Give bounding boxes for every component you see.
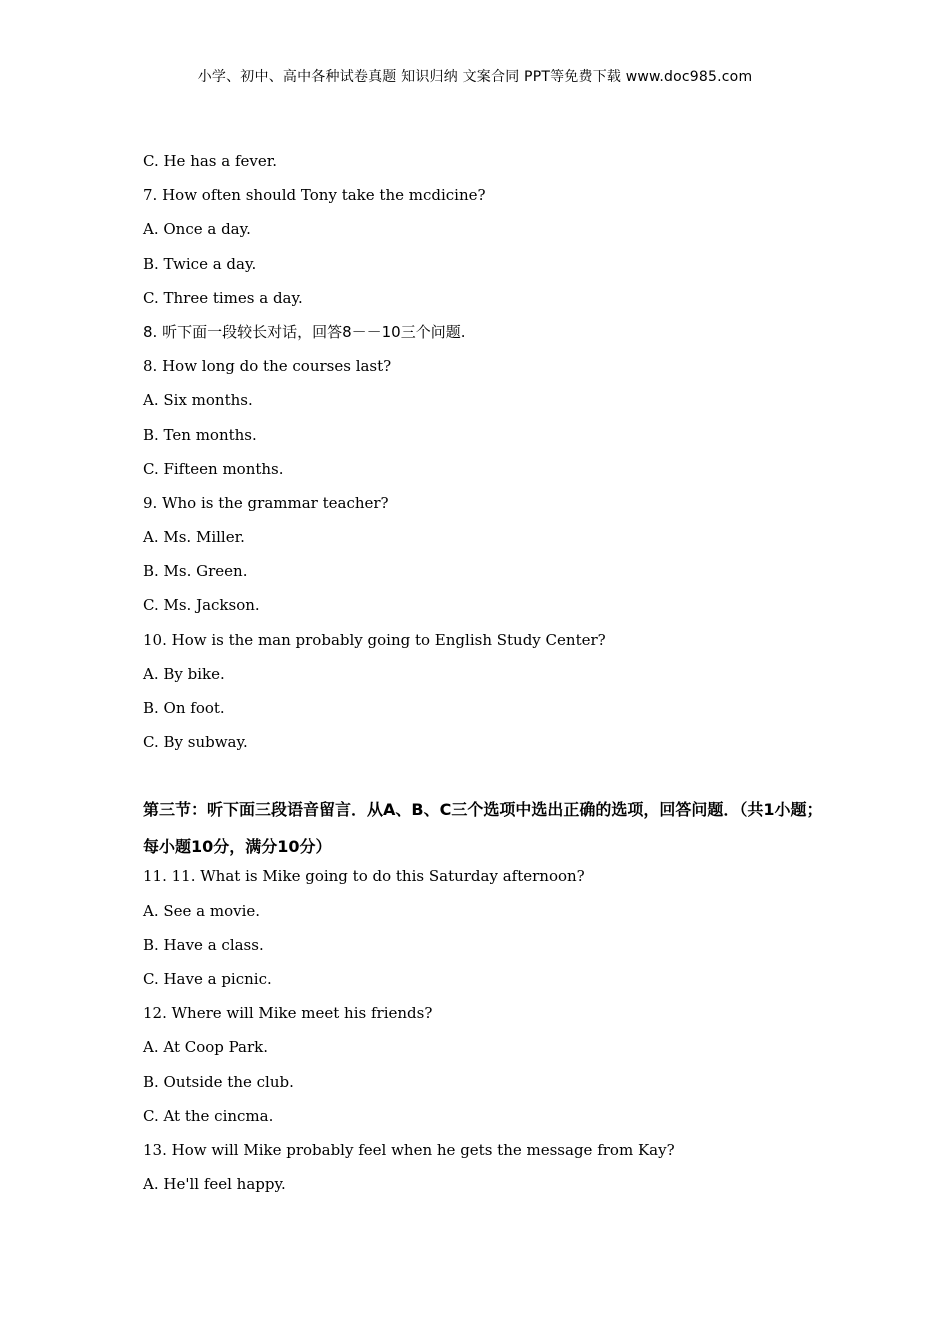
option-a-q8: A. Six months. — [143, 391, 253, 410]
option-b-q11: B. Have a class. — [143, 935, 264, 954]
option-c-q9: C. Ms. Jackson. — [143, 596, 260, 615]
section-3-title: 第三节：听下面三段语音留言．从A、B、C三个选项中选出正确的选项，回答问题．（共1小题；每小题10分，满分10分） — [143, 800, 823, 857]
question-12: 12. Where will Mike meet his friends? — [143, 1004, 433, 1023]
option-c-q6: C. He has a fever. — [143, 152, 278, 170]
question-8: 8. How long do the courses last? — [143, 357, 392, 376]
option-a-q7: A. Once a day. — [143, 220, 251, 239]
question-7: 7. How often should Tony take the mcdicine? — [143, 186, 486, 205]
option-c-q11: C. Have a picnic. — [143, 969, 272, 988]
question-block-1 — [143, 150, 823, 765]
option-a-q9: A. Ms. Miller. — [143, 528, 245, 547]
option-a-q11: A. See a movie. — [143, 901, 261, 920]
option-c-q10: C. By subway. — [143, 733, 248, 752]
option-c-q7: C. Three times a day. — [143, 288, 303, 307]
option-a-q12: A. At Coop Park. — [143, 1038, 269, 1057]
option-b-q12: B. Outside the club. — [143, 1072, 294, 1091]
option-b-q8: B. Ten months. — [143, 425, 257, 444]
question-9: 9. Who is the grammar teacher? — [143, 493, 389, 512]
option-c-q12: C. At the cincma. — [143, 1106, 274, 1125]
question-13: 13. How will Mike probably feel when he gets the message from Kay? — [143, 1140, 675, 1159]
document-body — [143, 150, 823, 1207]
option-b-q9: B. Ms. Green. — [143, 562, 248, 581]
question-block-2 — [143, 865, 823, 1207]
option-b-q10: B. On foot. — [143, 699, 225, 717]
page-header: 小学、初中、高中各种试卷真题 知识归纳 文案合同 PPT等免费下载 www.doc985.com — [197, 69, 753, 85]
question-11: 11. 11. What is Mike going to do this Saturday afternoon? — [143, 867, 585, 886]
option-a-q13: A. He'll feel happy. — [143, 1175, 286, 1194]
option-b-q7: B. Twice a day. — [143, 254, 257, 273]
question-10: 10. How is the man probably going to English Study Center? — [143, 630, 606, 649]
option-a-q10: A. By bike. — [143, 664, 225, 683]
dialogue-instruction: 8. 听下面一段较长对话，回答8－－10三个问题. — [143, 322, 466, 341]
option-c-q8: C. Fifteen months. — [143, 459, 284, 478]
